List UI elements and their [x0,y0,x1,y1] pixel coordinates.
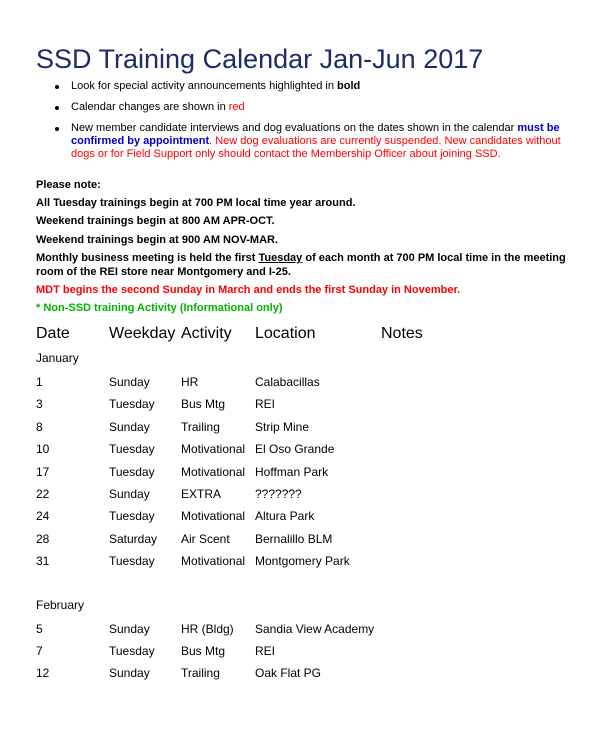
row-weekday: Tuesday [109,509,155,524]
note-mdt: MDT begins the second Sunday in March and ends the first Sunday in November. [36,284,461,296]
row-weekday: Tuesday [109,554,155,569]
instruction-item [36,101,581,114]
row-date: 1 [36,375,43,389]
instruction-text: . New dog evaluations are currently suspended. New candidates without dogs or for Field Support only should contact the Membership Officer about joining SSD. [71,135,561,160]
row-location: Sandia View Academy [255,622,375,636]
row-activity: Motivational [181,464,246,479]
row-activity: Trailing [181,666,220,680]
header-notes: Notes [381,325,423,342]
row-location: Montgomery Park [255,554,350,569]
row-activity: Motivational [181,442,246,457]
row-weekday: Sunday [109,622,150,636]
month-february: February [36,598,85,612]
row-date: 8 [36,419,43,434]
row-weekday: Saturday [109,531,158,546]
row-activity: EXTRA [181,487,222,501]
row-location: El Oso Grande [255,442,335,457]
row-date: 12 [36,666,50,680]
page-title: SSD Training Calendar Jan-Jun 2017 [36,44,484,74]
row-activity: Motivational [181,554,246,569]
row-date: 28 [36,531,50,546]
row-location: Hoffman Park [255,464,329,479]
note-business-meeting [36,251,591,279]
header-location: Location [255,325,316,342]
row-weekday: Sunday [109,375,150,389]
header-date: Date [36,325,70,342]
instruction-item [36,80,581,93]
row-date: 31 [36,554,50,569]
note-weekend-summer: Weekend trainings begin at 800 AM APR-OCT. [36,215,275,227]
bullet-dot-icon [55,85,59,89]
row-date: 17 [36,464,50,479]
business-day: Tuesday [258,252,303,264]
bullet-dot-icon [55,127,59,131]
instruction-text: Calendar changes are shown in [71,101,229,113]
note-non-ssd: * Non-SSD training Activity (Informational only) [36,302,283,314]
row-weekday: Tuesday [109,644,155,658]
row-activity: Trailing [181,419,220,434]
row-location: Strip Mine [255,419,310,434]
business-pre: Monthly business meeting is held the first [36,252,259,264]
instructions-list [36,80,581,169]
row-weekday: Tuesday [109,397,155,412]
row-location: REI [255,644,276,658]
instruction-text: New member candidate interviews and dog evaluations on the dates shown in the calendar [71,122,518,134]
row-activity: Air Scent [181,531,230,546]
row-date: 5 [36,622,43,636]
row-activity: HR (Bldg) [181,622,234,636]
row-date: 3 [36,397,43,412]
row-activity: Motivational [181,509,246,524]
row-activity: Bus Mtg [181,397,226,412]
instruction-text: red [228,101,245,113]
row-date: 7 [36,644,43,658]
bullet-dot-icon [55,106,59,110]
please-note-label: Please note: [36,179,101,191]
header-activity: Activity [181,325,232,342]
row-weekday: Tuesday [109,464,155,479]
row-weekday: Sunday [109,666,150,680]
note-tuesday: All Tuesday trainings begin at 700 PM local time year around. [36,197,356,209]
instruction-text: Look for special activity announcements highlighted in [71,80,337,92]
row-location: Altura Park [255,509,315,524]
row-location: Calabacillas [255,375,320,389]
month-january: January [36,351,79,365]
instruction-text: must be confirmed by appointment [71,122,560,147]
row-date: 10 [36,442,50,457]
row-weekday: Tuesday [109,442,155,457]
instruction-item [36,122,581,161]
row-location: Bernalillo BLM [255,531,333,546]
row-activity: HR [181,375,199,389]
row-location: Oak Flat PG [255,666,322,680]
business-post: of each month at 700 PM local time in the meeting room of the REI store near Montgomery and I-25. [36,252,566,278]
row-date: 24 [36,509,50,524]
row-weekday: Sunday [109,487,150,501]
row-weekday: Sunday [109,419,150,434]
row-date: 22 [36,487,50,501]
instruction-text: bold [337,80,361,92]
row-location: ??????? [255,487,302,501]
row-activity: Bus Mtg [181,644,226,658]
header-weekday: Weekday [109,325,176,342]
row-location: REI [255,397,276,412]
note-weekend-winter: Weekend trainings begin at 900 AM NOV-MAR. [36,234,279,246]
